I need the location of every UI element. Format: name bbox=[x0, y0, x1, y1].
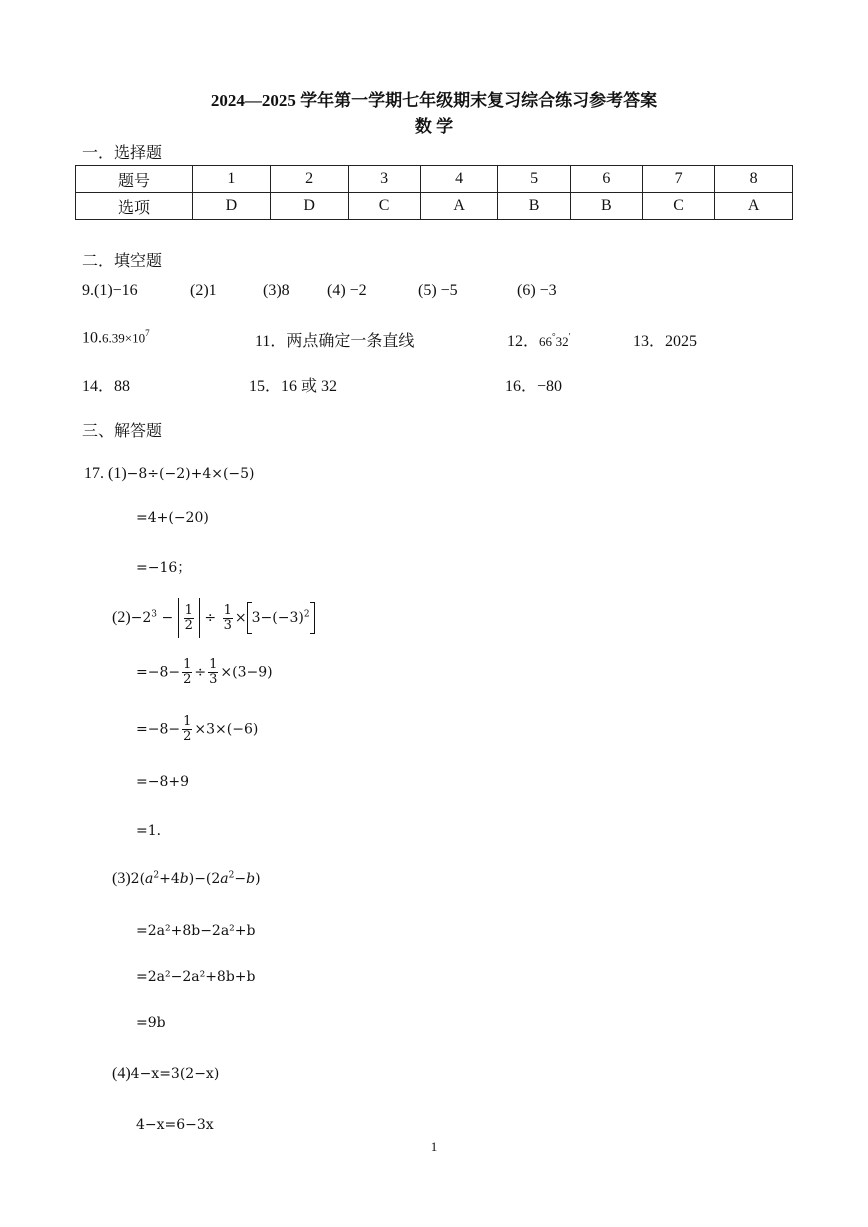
q17-p3-label: (3) bbox=[112, 870, 131, 887]
table-cell-answer: A bbox=[715, 193, 793, 220]
table-cell-answer: C bbox=[642, 193, 714, 220]
table-cell-number: 6 bbox=[570, 166, 642, 193]
q17-p1-step1: =4+(−20) bbox=[136, 510, 209, 526]
q9-part5: (5) −5 bbox=[418, 282, 458, 299]
q9-part4: (4) −2 bbox=[327, 282, 367, 299]
q12-minutes: 32 bbox=[555, 334, 569, 349]
table-cell-number: 2 bbox=[270, 166, 348, 193]
table-cell-number: 5 bbox=[498, 166, 570, 193]
q17-p2-label: (2) bbox=[112, 609, 131, 626]
q12-answer: 12．66°32′ bbox=[507, 331, 571, 350]
table-cell-number: 8 bbox=[715, 166, 793, 193]
q10-exponent: 7 bbox=[145, 328, 150, 338]
q11-answer: 11．两点确定一条直线 bbox=[255, 333, 415, 350]
q17-p2-step5: =1． bbox=[136, 823, 171, 839]
q17-p2-step2-b: ×(3−9) bbox=[220, 664, 273, 681]
subject-title: 数 学 bbox=[414, 117, 454, 136]
q17-p3-step3: =9b bbox=[136, 1015, 166, 1031]
answer-table bbox=[75, 165, 793, 220]
table-cell-number: 7 bbox=[642, 166, 714, 193]
q9-part6: (6) −3 bbox=[517, 282, 557, 299]
answer-table-header-row bbox=[76, 166, 793, 193]
table-cell-number: 3 bbox=[348, 166, 420, 193]
q17-p4-label: (4) bbox=[112, 1065, 131, 1082]
table-header-label: 题号 bbox=[76, 166, 193, 193]
q17-part3-line bbox=[112, 870, 261, 888]
q9-part2: (2)1 bbox=[190, 282, 217, 299]
q16-answer: 16．−80 bbox=[505, 378, 563, 395]
page-number: 1 bbox=[430, 1139, 438, 1154]
q17-p4-expression: 4−x=3(2−x) bbox=[130, 1066, 220, 1082]
table-cell-answer: A bbox=[420, 193, 498, 220]
q10-value: 6.39×10 bbox=[102, 330, 146, 346]
q17-p2-step2: =−8− $\frac{1}{2}$ ÷ $\frac{1}{3}$ ×(3−9) bbox=[136, 657, 273, 687]
table-cell-answer: B bbox=[498, 193, 570, 220]
section-fill-heading: 二．填空题 bbox=[82, 253, 163, 270]
q17-p3-expression: $2(a^2+4b)-(2a^2-b)$ bbox=[130, 870, 261, 887]
table-cell-number: 1 bbox=[193, 166, 271, 193]
q10-label: 10. bbox=[82, 329, 102, 347]
q17-part2-line bbox=[112, 598, 315, 638]
table-cell-number: 4 bbox=[420, 166, 498, 193]
q17-p4-step1: 4−x=6−3x bbox=[136, 1117, 214, 1133]
q17-label: 17. (1) bbox=[84, 465, 127, 482]
q17-p2-step2-a: =−8− bbox=[136, 664, 181, 681]
section-choice-heading: 一．选择题 bbox=[82, 145, 163, 162]
answer-table-answer-row bbox=[76, 193, 793, 220]
q17-p3-step2: =2a²−2a²+8b+b bbox=[136, 969, 256, 985]
q17-p1-step2: =−16； bbox=[136, 560, 192, 576]
q17-p2-step3-a: =−8− bbox=[136, 721, 181, 738]
table-cell-answer: C bbox=[348, 193, 420, 220]
table-cell-answer: D bbox=[270, 193, 348, 220]
q17-p1-expression: −8÷(−2)+4×(−5) bbox=[126, 466, 255, 482]
q9-part3: (3)8 bbox=[263, 282, 290, 299]
q15-answer: 15．16 或 32 bbox=[249, 378, 338, 395]
q14-answer: 14．88 bbox=[82, 378, 131, 395]
q13-answer: 13．2025 bbox=[633, 333, 698, 350]
q17-p2-step4: =−8+9 bbox=[136, 774, 190, 790]
table-option-label: 选项 bbox=[76, 193, 193, 220]
q9-part1: 9.(1)−16 bbox=[82, 282, 138, 299]
q17-p2-step3: =−8− $\frac{1}{2}$ ×3×(−6) bbox=[136, 714, 259, 744]
q12-degrees: 66 bbox=[539, 334, 553, 349]
q17-part1-line bbox=[84, 465, 255, 483]
section-solution-heading: 三、解答题 bbox=[82, 423, 163, 440]
q17-p2-step3-b: ×3×(−6) bbox=[194, 721, 259, 738]
document-title: 2024—2025 学年第一学期七年级期末复习综合练习参考答案 bbox=[210, 91, 658, 110]
q10-answer bbox=[82, 328, 150, 347]
q17-p2-expression: $-2^3$ − $\frac{1}{2}$ ÷ $\frac{1}{3}$ × $3-(-3)^2$ bbox=[131, 610, 315, 626]
q12-label: 12． bbox=[507, 333, 540, 350]
table-cell-answer: B bbox=[570, 193, 642, 220]
q17-p3-step1: =2a²+8b−2a²+b bbox=[136, 923, 256, 939]
q17-part4-line bbox=[112, 1065, 219, 1083]
table-cell-answer: D bbox=[193, 193, 271, 220]
